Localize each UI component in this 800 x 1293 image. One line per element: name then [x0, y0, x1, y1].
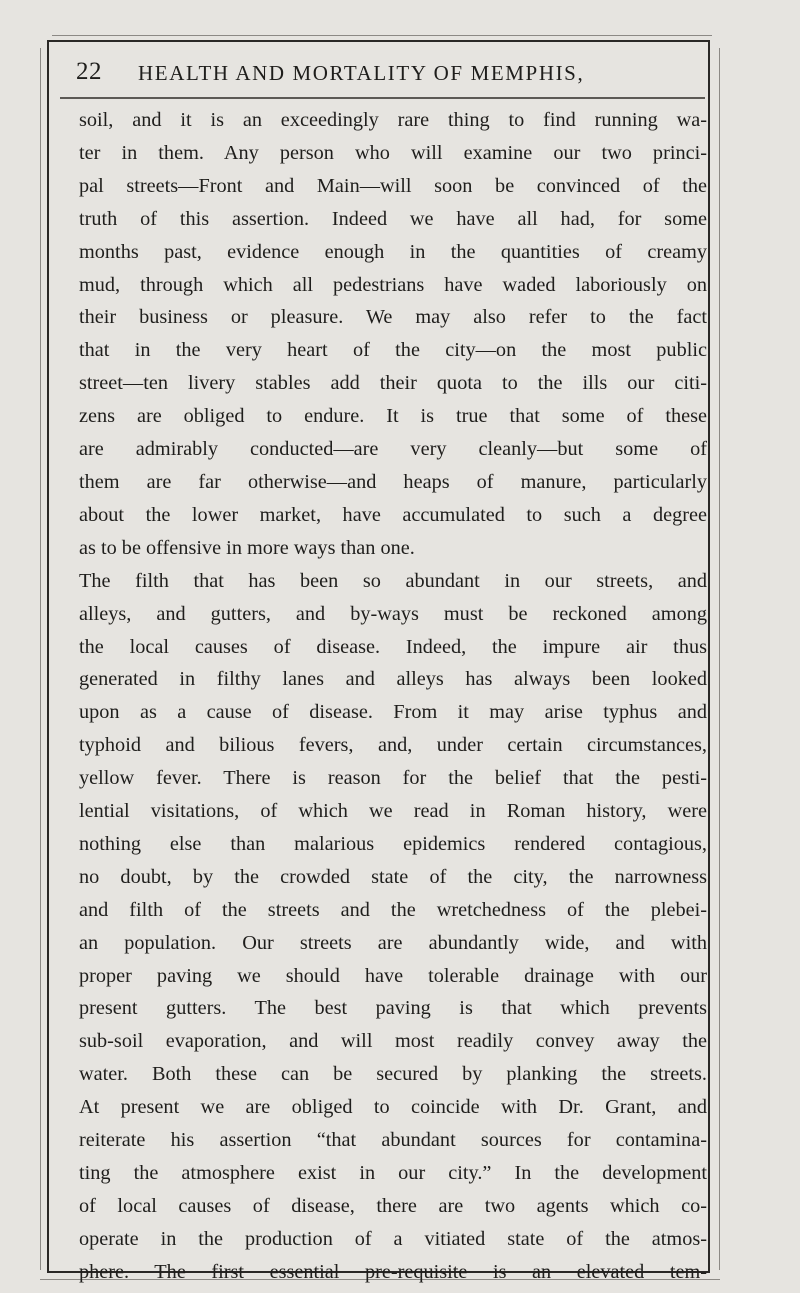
text-line: generated in filthy lanes and alleys has always been looked [79, 668, 707, 691]
frame-top-rule [47, 40, 710, 42]
text-line: proper paving we should have tolerable drainage with our [79, 964, 707, 987]
text-line: no doubt, by the crowded state of the city, the narrowness [79, 865, 707, 888]
text-line: present gutters. The best paving is that which prevents [79, 997, 707, 1020]
text-line: alleys, and gutters, and by-ways must be reckoned among [79, 602, 707, 625]
text-line: lential visitations, of which we read in Roman history, were [79, 800, 707, 823]
text-line: and filth of the streets and the wretchedness of the plebei- [79, 898, 707, 921]
text-line: that in the very heart of the city—on the most public [79, 339, 707, 362]
body-text [79, 104, 707, 1289]
text-line: phere. The first essential pre-requisite is an elevated tem- [79, 1260, 707, 1283]
text-line: them are far otherwise—and heaps of manure, particularly [79, 470, 707, 493]
text-line: typhoid and bilious fevers, and, under certain circumstances, [79, 734, 707, 757]
text-line: truth of this assertion. Indeed we have all had, for some [79, 207, 707, 230]
text-line: about the lower market, have accumulated to such a degree [79, 503, 707, 526]
frame-right-rule [708, 40, 710, 1273]
header-rule [60, 97, 705, 99]
text-line: nothing else than malarious epidemics rendered contagious, [79, 832, 707, 855]
text-line: operate in the production of a vitiated state of the atmos- [79, 1227, 707, 1250]
text-line: months past, evidence enough in the quantities of creamy [79, 240, 707, 263]
text-line: soil, and it is an exceedingly rare thing to find running wa- [79, 109, 707, 131]
frame-left-outer-rule [40, 48, 41, 1270]
text-line: ting the atmosphere exist in our city.” In the development [79, 1162, 707, 1184]
text-line: street—ten livery stables add their quota to the ills our citi- [79, 372, 707, 395]
text-line: as to be offensive in more ways than one. [79, 536, 415, 559]
frame-left-rule [47, 40, 49, 1273]
text-line: yellow fever. There is reason for the belief that the pesti- [79, 767, 707, 790]
running-head: HEALTH AND MORTALITY OF MEMPHIS, [138, 61, 585, 85]
text-line: mud, through which all pedestrians have waded laboriously on [79, 273, 707, 296]
frame-top-outer-rule [52, 35, 712, 36]
frame-right-outer-rule [719, 48, 720, 1270]
text-line: zens are obliged to endure. It is true that some of these [79, 405, 707, 428]
page-number: 22 [76, 58, 102, 85]
text-line: ter in them. Any person who will examine our two princi- [79, 141, 707, 164]
text-line: are admirably conducted—are very cleanly—but some of [79, 438, 707, 461]
text-line: pal streets—Front and Main—will soon be convinced of the [79, 174, 707, 197]
text-line: of local causes of disease, there are two agents which co- [79, 1194, 707, 1217]
text-line: water. Both these can be secured by planking the streets. [79, 1063, 707, 1086]
text-line: upon as a cause of disease. From it may arise typhus and [79, 701, 707, 724]
text-line: an population. Our streets are abundantly wide, and with [79, 931, 707, 954]
text-line: the local causes of disease. Indeed, the impure air thus [79, 635, 707, 658]
text-line: At present we are obliged to coincide with Dr. Grant, and [79, 1096, 707, 1119]
text-line: The filth that has been so abundant in our streets, and [79, 569, 707, 592]
text-line: sub-soil evaporation, and will most readily convey away the [79, 1030, 707, 1053]
text-line: reiterate his assertion “that abundant sources for contamina- [79, 1129, 707, 1152]
text-line: their business or pleasure. We may also refer to the fact [79, 306, 707, 329]
page-header [76, 58, 636, 98]
